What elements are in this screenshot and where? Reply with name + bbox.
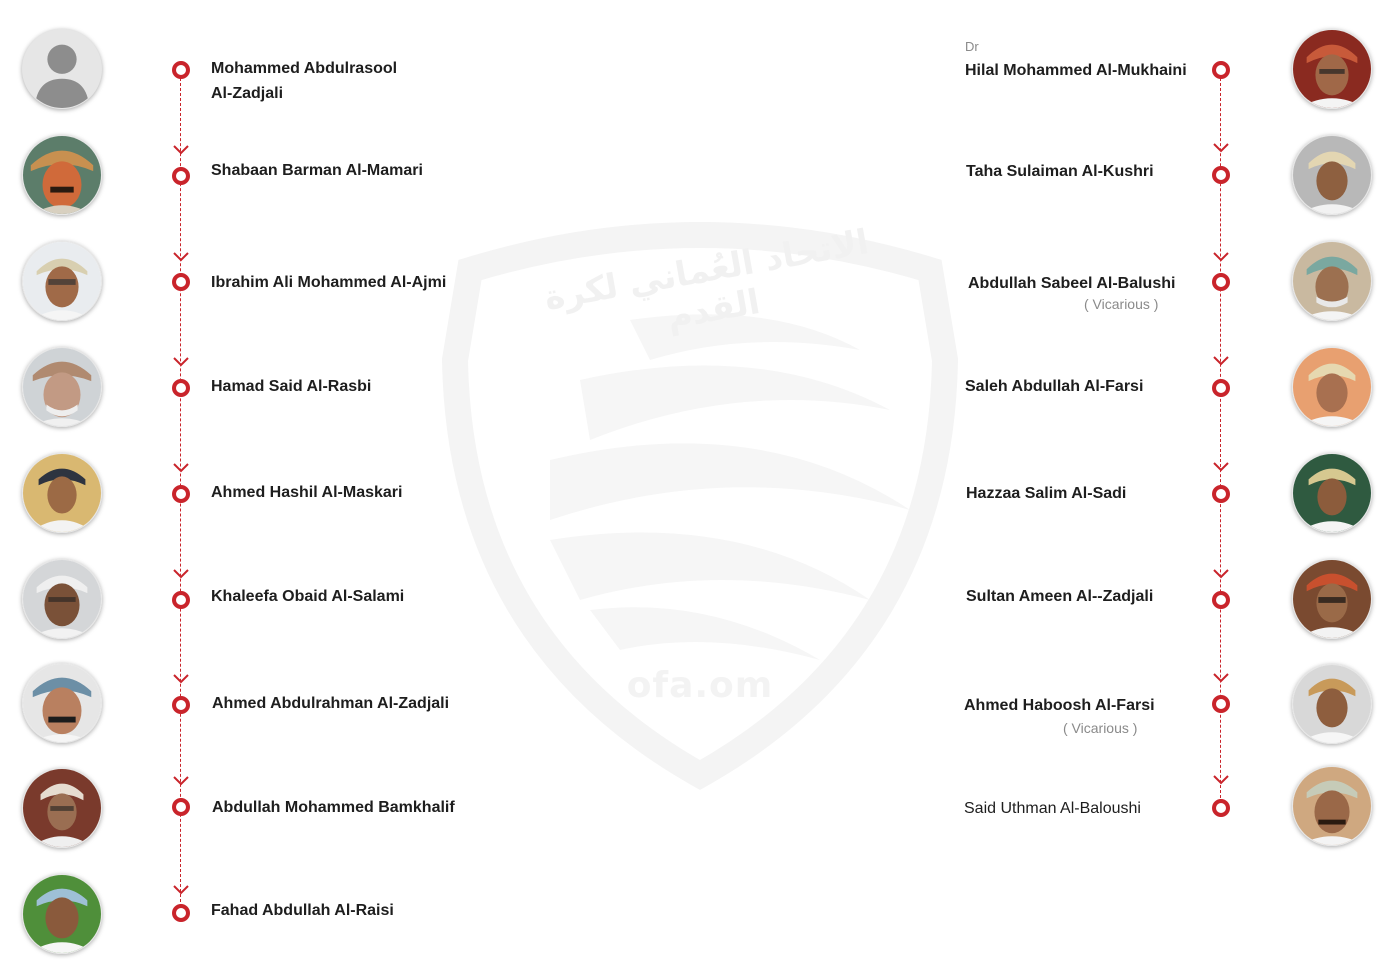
timeline-node: [1212, 799, 1230, 817]
member-name: Sultan Ameen Al--Zadjali: [966, 588, 1154, 605]
chevron-down-icon: [1212, 142, 1230, 154]
avatar[interactable]: [22, 768, 102, 848]
avatar[interactable]: [1292, 453, 1372, 533]
chevron-down-icon: [1212, 774, 1230, 786]
timeline-node: [1212, 166, 1230, 184]
avatar[interactable]: [22, 453, 102, 533]
avatar[interactable]: [22, 241, 102, 321]
member-name: Hilal Mohammed Al-Mukhaini: [965, 62, 1187, 79]
timeline-node: [172, 167, 190, 185]
member-name: Ahmed Haboosh Al-Farsi: [964, 697, 1155, 714]
member-name: Hamad Said Al-Rasbi: [211, 378, 372, 395]
chevron-down-icon: [172, 884, 190, 896]
chevron-down-icon: [172, 462, 190, 474]
member-name: Hazzaa Salim Al-Sadi: [966, 485, 1127, 502]
chevron-down-icon: [1212, 461, 1230, 473]
avatar[interactable]: [22, 874, 102, 954]
chevron-down-icon: [172, 568, 190, 580]
watermark-arabic: الاتحاد العُماني لكرة القدم: [541, 222, 872, 338]
member-name: Mohammed Abdulrasool: [211, 60, 398, 77]
timeline-node: [172, 273, 190, 291]
member-name: Abdullah Sabeel Al-Balushi: [968, 275, 1176, 292]
chevron-down-icon: [172, 144, 190, 156]
timeline-node: [172, 61, 190, 79]
vicarious-note: ( Vicarious ): [1084, 296, 1159, 312]
avatar[interactable]: [1292, 347, 1372, 427]
avatar[interactable]: [1292, 559, 1372, 639]
member-name: Taha Sulaiman Al-Kushri: [966, 163, 1154, 180]
chevron-down-icon: [1212, 568, 1230, 580]
timeline-node: [1212, 485, 1230, 503]
left-timeline: [171, 0, 191, 978]
member-name: Abdullah Mohammed Bamkhalif: [212, 799, 455, 816]
timeline-node: [1212, 379, 1230, 397]
timeline-node: [172, 485, 190, 503]
member-name: Ibrahim Ali Mohammed Al-Ajmi: [211, 274, 447, 291]
avatar[interactable]: [22, 559, 102, 639]
avatar[interactable]: [22, 663, 102, 743]
avatar[interactable]: [1292, 664, 1372, 744]
timeline-node: [172, 798, 190, 816]
avatar[interactable]: [1292, 766, 1372, 846]
right-timeline: [1211, 0, 1231, 978]
chevron-down-icon: [1212, 251, 1230, 263]
avatar[interactable]: [1292, 29, 1372, 109]
watermark-shield: [440, 210, 960, 790]
timeline-node: [1212, 591, 1230, 609]
chevron-down-icon: [1212, 672, 1230, 684]
avatar[interactable]: [1292, 241, 1372, 321]
chevron-down-icon: [172, 673, 190, 685]
vicarious-note: ( Vicarious ): [1063, 720, 1138, 736]
avatar[interactable]: [1292, 135, 1372, 215]
timeline-node: [172, 379, 190, 397]
timeline-node: [172, 904, 190, 922]
timeline-node: [1212, 695, 1230, 713]
member-name-line2: Al-Zadjali: [211, 85, 284, 102]
avatar[interactable]: [22, 135, 102, 215]
member-name: Shabaan Barman Al-Mamari: [211, 162, 423, 179]
chevron-down-icon: [1212, 355, 1230, 367]
member-name: Khaleefa Obaid Al-Salami: [211, 588, 405, 605]
timeline-node: [172, 696, 190, 714]
timeline-node: [1212, 273, 1230, 291]
member-name: Ahmed Hashil Al-Maskari: [211, 484, 403, 501]
title-prefix: Dr: [965, 39, 979, 54]
member-name: Fahad Abdullah Al-Raisi: [211, 902, 394, 919]
timeline-node: [1212, 61, 1230, 79]
avatar[interactable]: [22, 347, 102, 427]
member-name: Said Uthman Al-Baloushi: [964, 800, 1141, 817]
avatar-placeholder[interactable]: [22, 29, 102, 109]
chevron-down-icon: [172, 775, 190, 787]
chevron-down-icon: [172, 356, 190, 368]
member-name: Ahmed Abdulrahman Al-Zadjali: [212, 695, 450, 712]
chevron-down-icon: [172, 251, 190, 263]
timeline-node: [172, 591, 190, 609]
watermark-site: ofa.om: [626, 665, 774, 706]
member-name: Saleh Abdullah Al-Farsi: [965, 378, 1144, 395]
